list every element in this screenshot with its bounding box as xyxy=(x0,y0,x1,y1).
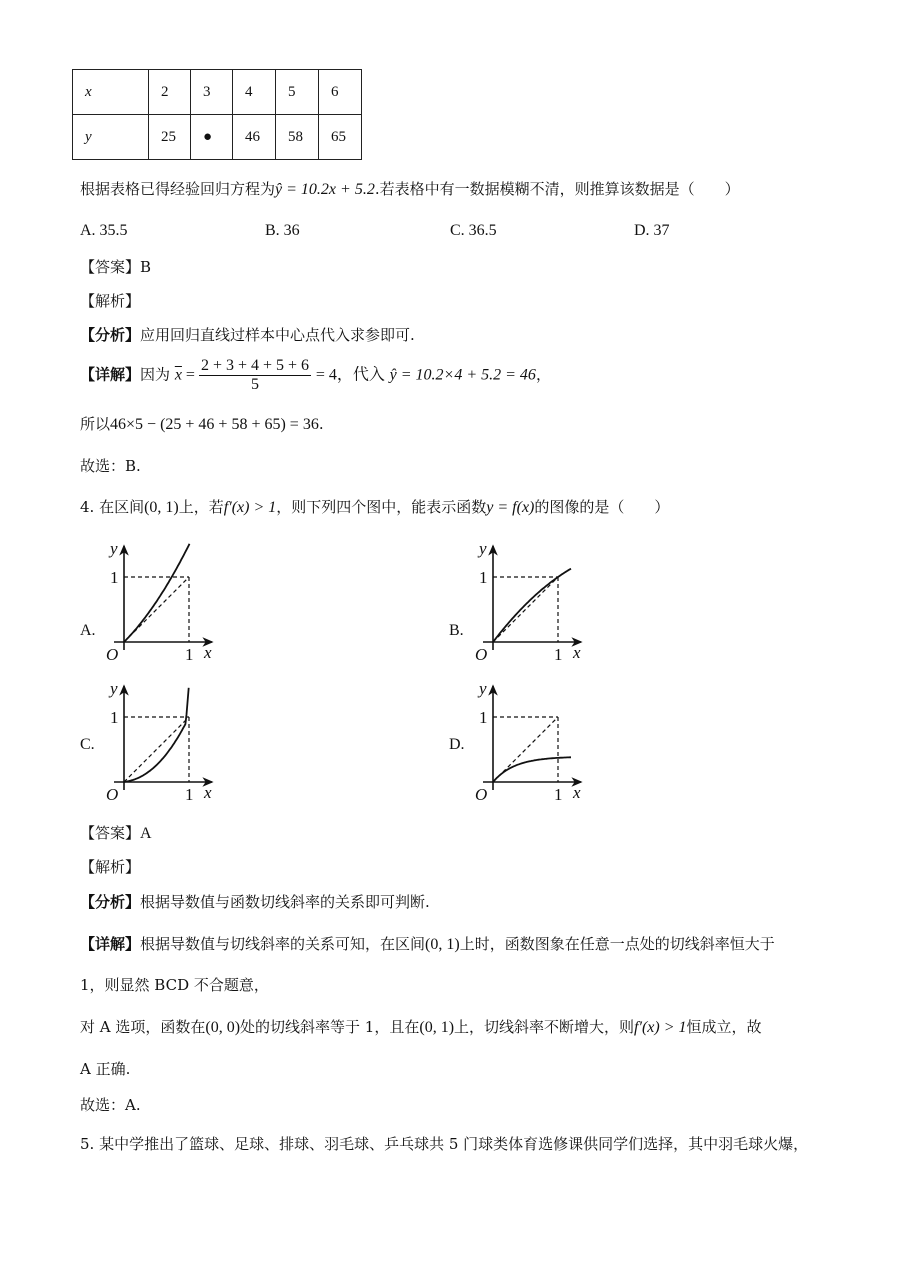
detail-tag: 【详解】 xyxy=(80,935,141,953)
xbar-symbol: $\overline{x}$ xyxy=(174,366,182,384)
detail-interval: (0, 1) xyxy=(419,1019,455,1036)
origin-label: O xyxy=(106,645,119,664)
q4-stem-text2: 上，若 xyxy=(178,498,224,516)
fenxi-text: 应用回归直线过样本中心点代入求参即可. xyxy=(140,326,415,344)
detail-text2: 处的切线斜率等于 1，且在 xyxy=(240,1018,420,1036)
detail-mid: = 4，代入 xyxy=(315,366,385,384)
x-axis-label: x xyxy=(204,783,212,802)
table-cell: 58 xyxy=(276,115,319,160)
x-axis-label: x xyxy=(204,643,212,662)
q3-regression-eq: ŷ = 10.2x + 5.2 xyxy=(275,181,375,198)
q4-detail-line3 xyxy=(80,1018,762,1037)
table-cell: 2 xyxy=(149,70,191,115)
fenxi-tag: 【分析】 xyxy=(80,326,141,344)
q4-detail-line1 xyxy=(80,935,775,954)
y-axis-label: y xyxy=(110,679,118,698)
q4-conclusion: 故选：A. xyxy=(80,1096,141,1114)
fraction-denominator: 5 xyxy=(251,376,259,393)
graph-b-label: B. xyxy=(449,622,464,639)
x-axis-label: x xyxy=(573,643,581,662)
detail-comma: ， xyxy=(535,365,551,384)
table-cell-blurred: ● xyxy=(191,115,233,160)
line2-end: . xyxy=(318,415,324,433)
function-curve xyxy=(124,688,189,782)
q4-stem-text3: ，则下列四个图中，能表示函数 xyxy=(276,498,487,516)
q4-detail-line4: A 正确. xyxy=(80,1060,131,1078)
q3-option-a: A. 35.5 xyxy=(80,222,128,239)
detail-text: 对 A 选项，函数在 xyxy=(80,1018,206,1036)
x-tick-label-1: 1 xyxy=(185,785,194,804)
detail-text: 因为 xyxy=(140,365,171,384)
q4-analysis-tag: 【解析】 xyxy=(80,858,141,876)
q3-stem-text-end: .若表格中有一数据模糊不清，则推算该数据是（ ） xyxy=(374,180,740,198)
q3-analysis-tag: 【解析】 xyxy=(80,292,141,310)
graph-c-label: C. xyxy=(80,736,95,753)
fenxi-tag: 【分析】 xyxy=(80,893,141,911)
origin-label: O xyxy=(475,645,488,664)
origin-label: O xyxy=(106,785,119,804)
q4-interval: (0, 1) xyxy=(144,499,179,516)
graph-a-label: A. xyxy=(80,622,96,639)
q4-fenxi xyxy=(80,893,430,911)
q4-function: y = f(x) xyxy=(486,499,535,516)
table-cell: 46 xyxy=(233,115,276,160)
q3-stem-text: 根据表格已得经验回归方程为 xyxy=(80,180,276,198)
fenxi-text: 根据导数值与函数切线斜率的关系即可判断. xyxy=(140,893,430,911)
y-axis-label: y xyxy=(479,679,487,698)
detail-text: 根据导数值与切线斜率的关系可知，在区间 xyxy=(140,935,426,953)
q3-conclusion: 故选：B. xyxy=(80,457,141,475)
x-tick-label-1: 1 xyxy=(554,785,563,804)
table-cell: 4 xyxy=(233,70,276,115)
y-tick-label-1: 1 xyxy=(479,568,488,587)
detail-tag: 【详解】 xyxy=(80,365,141,384)
line2-text: 所以 xyxy=(80,415,111,433)
table-header-y: y xyxy=(73,115,149,160)
answer-value: A xyxy=(140,825,152,842)
fraction-numerator: 2 + 3 + 4 + 5 + 6 xyxy=(200,357,310,374)
x-tick-label-1: 1 xyxy=(554,645,563,664)
detail-eq: ŷ = 10.2×4 + 5.2 = 46 xyxy=(389,366,536,384)
answer-value: B xyxy=(140,258,152,276)
q3-option-b: B. 36 xyxy=(265,222,300,239)
table-cell: 3 xyxy=(191,70,233,115)
y-tick-label-1: 1 xyxy=(110,708,119,727)
q3-detail: 【详解】因为 $\overline{x}$ = $\frac{2 + 3 + 4 + 5 + 6}{5}$ = 4，代入 ŷ = 10.2×4 + 5.2 = 46， xyxy=(80,357,551,393)
q5-stem: 5. 某中学推出了篮球、足球、排球、羽毛球、乒乓球共 5 门球类体育选修课供同学们选择，其中羽毛球火爆， xyxy=(80,1135,809,1153)
q3-option-c: C. 36.5 xyxy=(450,222,497,239)
detail-text3: 上，切线斜率不断增大，则 xyxy=(454,1018,635,1036)
answer-tag: 【答案】 xyxy=(80,258,141,276)
y-tick-label-1: 1 xyxy=(479,708,488,727)
y-axis-label: y xyxy=(479,539,487,558)
line2-eq: 46×5 − (25 + 46 + 58 + 65) = 36 xyxy=(110,416,319,433)
q3-option-d: D. 37 xyxy=(634,222,670,239)
detail-point: (0, 0) xyxy=(205,1019,241,1036)
q4-condition: f′(x) > 1 xyxy=(223,499,277,516)
detail-interval: (0, 1) xyxy=(425,936,460,953)
table-cell: 6 xyxy=(319,70,362,115)
table-cell: 65 xyxy=(319,115,362,160)
q4-detail-line2: 1，则显然 BCD 不合题意， xyxy=(80,976,269,994)
origin-label: O xyxy=(475,785,488,804)
table-cell: 5 xyxy=(276,70,319,115)
detail-condition: f′(x) > 1 xyxy=(634,1019,687,1036)
answer-tag: 【答案】 xyxy=(80,824,141,842)
q4-stem-text4: 的图像的是（ ） xyxy=(534,498,670,516)
detail-text4: 恒成立，故 xyxy=(686,1018,762,1036)
table-cell: 25 xyxy=(149,115,191,160)
y-axis-label: y xyxy=(110,539,118,558)
graph-d-label: D. xyxy=(449,736,465,753)
x-tick-label-1: 1 xyxy=(185,645,194,664)
function-curve xyxy=(124,544,190,642)
detail-text-end: 上时，函数图象在任意一点处的切线斜率恒大于 xyxy=(459,935,775,953)
q4-stem-text: 4. 在区间 xyxy=(80,498,145,516)
dashed-diagonal xyxy=(493,577,558,642)
x-axis-label: x xyxy=(573,783,581,802)
q4-answer xyxy=(80,824,152,843)
dashed-diagonal xyxy=(124,717,189,782)
y-tick-label-1: 1 xyxy=(110,568,119,587)
table-header-x: x xyxy=(73,70,149,115)
